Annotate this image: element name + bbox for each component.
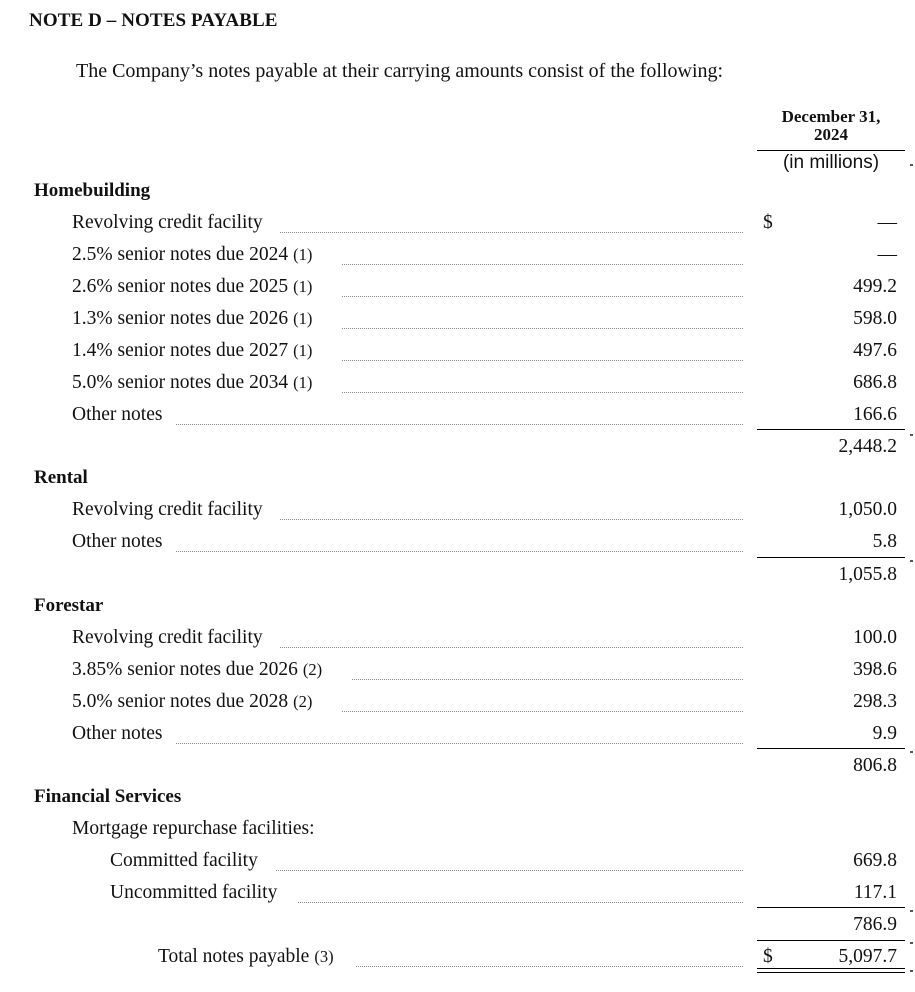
subtotal-forestar: 806.8: [853, 755, 897, 776]
column-header: [757, 108, 905, 144]
dot-leader: [280, 647, 743, 648]
column-units: (in millions): [782, 152, 880, 173]
row-label: 5.0% senior notes due 2028: [72, 691, 289, 712]
row-label: 5.0% senior notes due 2034: [72, 372, 289, 393]
row-label: Committed facility: [110, 850, 258, 871]
currency-symbol: $: [763, 946, 773, 967]
column-header-line1: December 31,: [781, 107, 881, 126]
row-footnote: (2): [302, 660, 323, 679]
dot-leader: [342, 392, 743, 393]
subtotal-rule: [757, 748, 905, 749]
subtotal-rule: [757, 557, 905, 558]
section-heading-rental: Rental: [34, 467, 88, 488]
table-row: [0, 848, 915, 880]
row-label: Other notes: [72, 404, 163, 425]
row-label: Other notes: [72, 723, 163, 744]
total-label: Total notes payable: [158, 946, 310, 967]
note-title: NOTE D – NOTES PAYABLE: [29, 10, 278, 31]
row-label: Revolving credit facility: [72, 499, 263, 520]
dot-leader: [342, 328, 743, 329]
dot-leader: [276, 870, 743, 871]
total-double-rule: [757, 968, 905, 973]
table-row: [0, 338, 915, 370]
row-value: —: [877, 244, 897, 265]
row-label: 1.3% senior notes due 2026: [72, 308, 289, 329]
table-row: [0, 274, 915, 306]
row-footnote: (1): [293, 309, 313, 328]
dot-leader: [352, 679, 743, 680]
subtotal-rule: [757, 429, 905, 430]
table-row: [0, 242, 915, 274]
edge-tick: [910, 751, 913, 753]
subtotal-financial-services: 786.9: [853, 914, 897, 935]
column-header-rule: [757, 150, 905, 151]
section-heading-financial-services: Financial Services: [34, 786, 182, 807]
row-label: Uncommitted facility: [110, 882, 278, 903]
dot-leader: [176, 424, 743, 425]
row-value: 166.6: [853, 404, 897, 425]
subtotal-rule: [757, 907, 905, 908]
row-value: —: [877, 212, 897, 233]
dot-leader: [280, 232, 743, 233]
row-value: 298.3: [853, 691, 897, 712]
total-top-rule: [757, 940, 905, 941]
section-heading-forestar: Forestar: [34, 595, 104, 616]
row-label: 1.4% senior notes due 2027: [72, 340, 289, 361]
edge-tick: [910, 434, 913, 436]
dot-leader: [176, 743, 743, 744]
dot-leader: [298, 902, 743, 903]
edge-tick: [910, 970, 913, 972]
row-value: 686.8: [853, 372, 897, 393]
table-row: [0, 306, 915, 338]
row-label: 3.85% senior notes due 2026: [72, 659, 298, 680]
table-row: [0, 689, 915, 721]
column-header-line2: 2024: [814, 125, 848, 144]
row-value: 9.9: [872, 723, 897, 744]
row-footnote: (1): [293, 277, 313, 296]
edge-tick: [910, 942, 913, 944]
row-value: 499.2: [853, 276, 897, 297]
row-value: 398.6: [853, 659, 897, 680]
row-value: 117.1: [853, 882, 897, 903]
total-footnote: (3): [314, 947, 334, 966]
edge-tick: [910, 560, 913, 562]
table-row: [0, 657, 915, 689]
row-footnote: (2): [293, 692, 313, 711]
subtotal-rental: 1,055.8: [838, 564, 897, 585]
dot-leader: [342, 264, 743, 265]
row-label: Revolving credit facility: [72, 212, 263, 233]
currency-symbol: $: [763, 212, 773, 233]
row-value: 100.0: [853, 627, 897, 648]
row-value: 497.6: [853, 340, 897, 361]
row-footnote: (1): [293, 341, 313, 360]
dot-leader: [356, 966, 743, 967]
table-row: [0, 210, 915, 242]
row-label: 2.5% senior notes due 2024: [72, 244, 289, 265]
row-label: Other notes: [72, 531, 163, 552]
row-value: 598.0: [853, 308, 897, 329]
row-footnote: (1): [293, 373, 313, 392]
dot-leader: [176, 551, 743, 552]
table-row: [0, 497, 915, 529]
row-footnote: (1): [293, 245, 313, 264]
dot-leader: [342, 296, 743, 297]
edge-tick: [910, 164, 913, 166]
intro-text: The Company’s notes payable at their carrying amounts consist of the following:: [76, 60, 724, 82]
row-value: 1,050.0: [838, 499, 897, 520]
row-value: 5.8: [872, 531, 897, 552]
row-label: Revolving credit facility: [72, 627, 263, 648]
dot-leader: [342, 711, 743, 712]
dot-leader: [280, 519, 743, 520]
total-value: 5,097.7: [838, 946, 897, 967]
row-value: 669.8: [853, 850, 897, 871]
dot-leader: [342, 360, 743, 361]
edge-tick: [910, 910, 913, 912]
row-label: 2.6% senior notes due 2025: [72, 276, 289, 297]
table-row: [0, 625, 915, 657]
subheading-mortgage-facilities: Mortgage repurchase facilities:: [72, 818, 315, 839]
subtotal-homebuilding: 2,448.2: [838, 436, 897, 457]
table-row: [0, 370, 915, 402]
section-heading-homebuilding: Homebuilding: [34, 180, 151, 201]
